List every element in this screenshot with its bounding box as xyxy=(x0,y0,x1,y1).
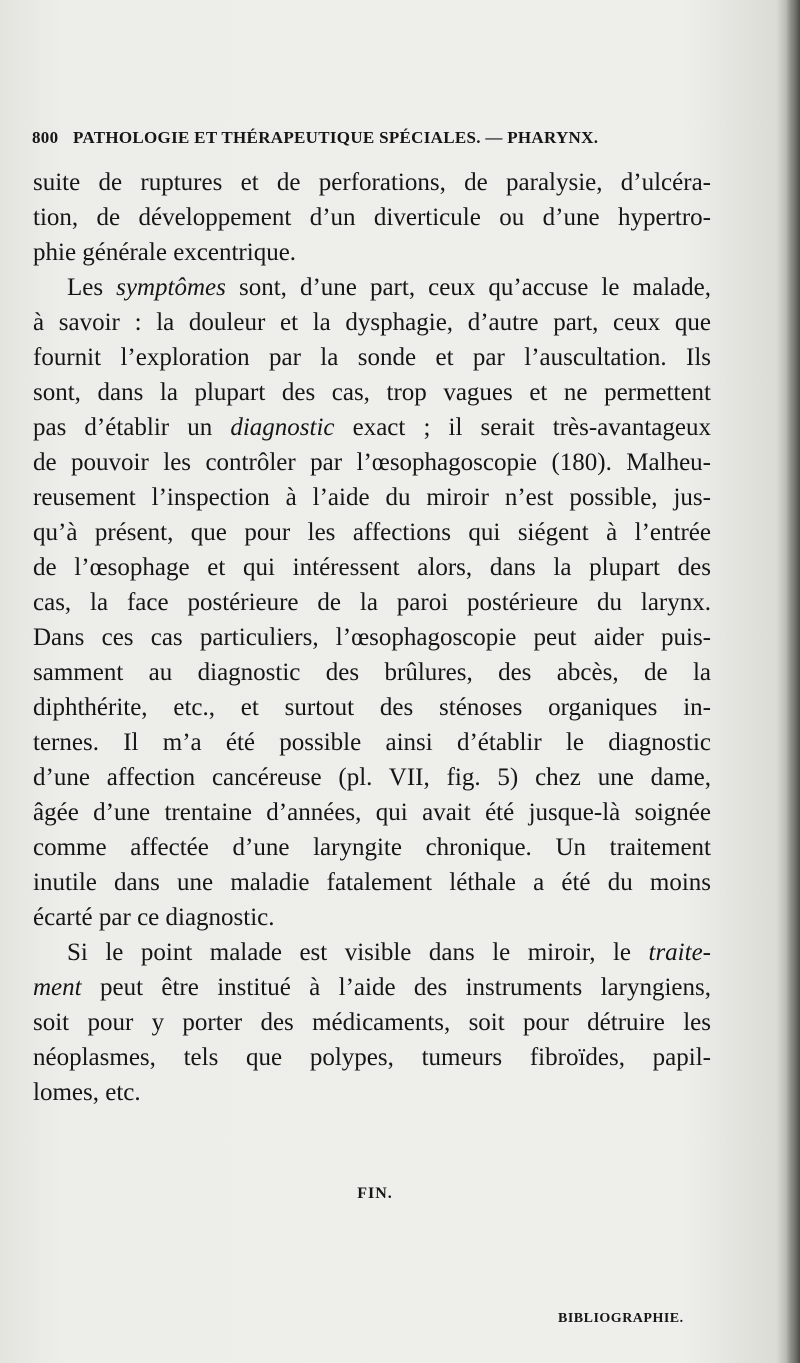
text-line: cas, la face postérieure de la paroi postérieure du larynx. xyxy=(33,589,711,616)
text-line xyxy=(33,410,711,445)
text-run: peut être institué à l’aide des instruments laryngiens, xyxy=(81,974,711,1001)
text-line: soit pour y porter des médicaments, soit pour détruire les xyxy=(33,1009,711,1036)
italic-term: traite- xyxy=(648,939,711,966)
text-line xyxy=(33,270,711,305)
text-line: inutile dans une maladie fatalement léthale a été du moins xyxy=(33,869,711,896)
text-line xyxy=(33,935,711,970)
text-line: tion, de développement d’un diverticule ou d’une hypertro- xyxy=(33,204,711,231)
text-line: d’une affection cancéreuse (pl. VII, fig. 5) chez une dame, xyxy=(33,764,711,791)
italic-term: diagnostic xyxy=(230,414,335,441)
italic-term: symptômes xyxy=(116,274,226,301)
text-line: diphthérite, etc., et surtout des sténoses organiques in- xyxy=(33,694,711,721)
text-line: âgée d’une trentaine d’années, qui avait été jusque-là soignée xyxy=(33,799,711,826)
body-text xyxy=(33,165,711,1110)
text-line: reusement l’inspection à l’aide du miroir n’est possible, jus- xyxy=(33,484,711,511)
text-line: sont, dans la plupart des cas, trop vagues et ne permettent xyxy=(33,379,711,406)
text-run: exact ; il serait très-avantageux xyxy=(334,414,711,441)
page-edge xyxy=(786,0,800,1363)
text-line: à savoir : la douleur et la dysphagie, d’autre part, ceux que xyxy=(33,309,711,336)
text-line: qu’à présent, que pour les affections qui siégent à l’entrée xyxy=(33,519,711,546)
text-line: suite de ruptures et de perforations, de paralysie, d’ulcéra- xyxy=(33,169,711,196)
text-line: de l’œsophage et qui intéressent alors, dans la plupart des xyxy=(33,554,711,581)
text-line: Dans ces cas particuliers, l’œsophagoscopie peut aider puis- xyxy=(33,624,711,651)
next-section-catchword: BIBLIOGRAPHIE. xyxy=(558,1311,684,1326)
text-line: fournit l’exploration par la sonde et par l’auscultation. Ils xyxy=(33,344,711,371)
text-line: samment au diagnostic des brûlures, des abcès, de la xyxy=(33,659,711,686)
text-line: phie générale excentrique. xyxy=(33,239,297,266)
running-header xyxy=(32,128,722,148)
end-mark: FIN. xyxy=(357,1185,393,1202)
text-line: de pouvoir les contrôler par l’œsophagoscopie (180). Malheu- xyxy=(33,449,711,476)
text-line: écarté par ce diagnostic. xyxy=(33,904,275,931)
text-line: néoplasmes, tels que polypes, tumeurs fibroïdes, papil- xyxy=(33,1044,711,1071)
text-run: pas d’établir un xyxy=(33,414,231,441)
running-title: PATHOLOGIE ET THÉRAPEUTIQUE SPÉCIALES. — PHARYNX. xyxy=(72,128,599,147)
text-run: sont, d’une part, ceux qu’accuse le malade, xyxy=(225,274,711,301)
text-run: Si le point malade est visible dans le miroir, le xyxy=(67,939,649,966)
text-line: lomes, etc. xyxy=(33,1079,141,1106)
text-line xyxy=(33,970,711,1005)
text-line: ternes. Il m’a été possible ainsi d’établir le diagnostic xyxy=(33,729,711,756)
italic-term: ment xyxy=(33,974,82,1001)
text-line: comme affectée d’une laryngite chronique. Un traitement xyxy=(33,834,711,861)
page-number: 800 xyxy=(32,128,59,147)
text-run: Les xyxy=(67,274,117,301)
